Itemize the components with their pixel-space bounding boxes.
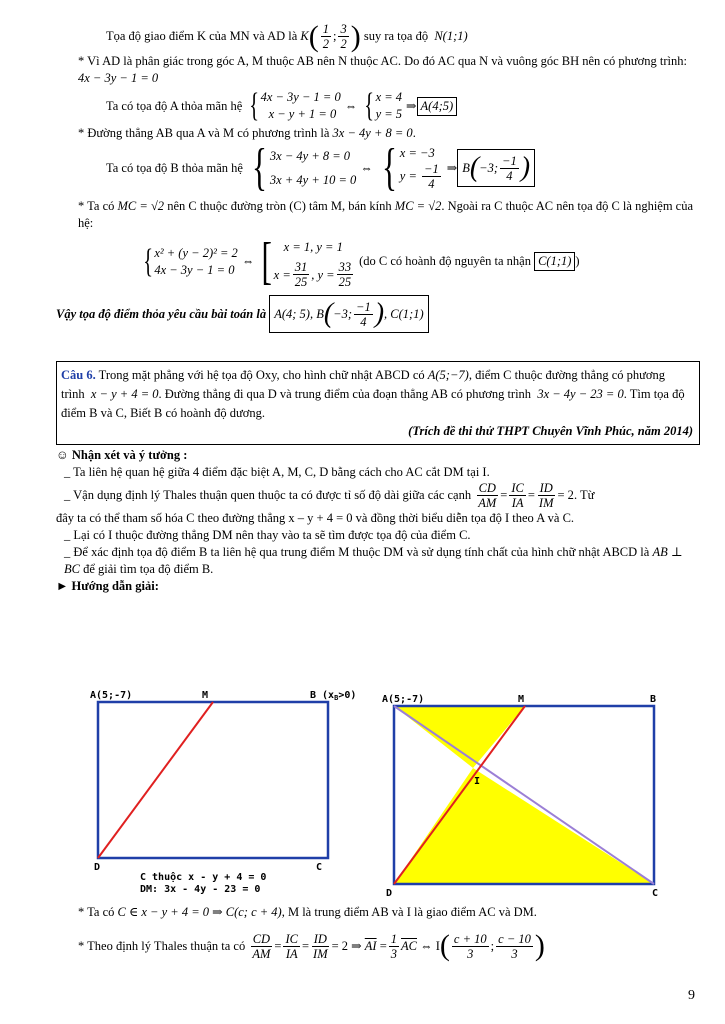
label-a: A(5;-7) — [90, 690, 133, 701]
label-b: B — [650, 694, 657, 705]
equation-system: { 3x − 4y + 8 = 0 3x + 4y + 10 = 0 — [251, 139, 357, 196]
step-2: * Theo định lý Thales thuận ta có $\frac{CD}{AM}$ = $\frac{IC}{IA}$ = $\frac{ID}{IM}$ = 2 ⇒ $\overline{AI}$ = $\frac{1}{3}$ $\overline{AC}$ ⇔ I ( $\frac{c + 10}{3}$ ; $\frac{c - 10}{3}$ ) — [78, 929, 545, 962]
question-6-box: Câu 6. Trong mặt phẳng với hệ tọa độ Oxy, cho hình chữ nhật ABCD có A(5;−7), điểm C thuộc đường thẳng có phương trình x − y + 4 = 0. Đường thẳng đi qua D và trung điểm của đoạn thẳng AB có phương trình 3x − 4y − 23 = 0. Tìm tọa độ điểm B và C, Biết B có hoành độ dương. (Trích đề thi thử THPT Chuyên Vĩnh Phúc, năm 2014) — [56, 361, 700, 445]
label-a: A(5;-7) — [382, 694, 425, 705]
solution-steps — [56, 904, 700, 963]
line-system-b: Ta có tọa độ B thỏa mãn hệ { 3x − 4y + 8 = 0 3x + 4y + 10 = 0 ⇔ { x = −3 y = $\frac{-1}{4}$ ⇒ B ( −3; $\frac{-1}{4}$ ) — [56, 142, 700, 194]
line-ab-equation: * Đường thẳng AB qua A và M có phương trình là 3x − 4y + 8 = 0. — [78, 126, 416, 140]
equation-system: { x² + (y − 2)² = 2 4x − 3y − 1 = 0 — [143, 242, 238, 280]
answer-box: C(1;1) — [534, 252, 575, 271]
rectangle-abcd — [98, 702, 328, 858]
math-n: N(1;1) — [434, 29, 468, 43]
step-1: * Ta có C ∈ x − y + 4 = 0 ⇒ C(c; c + 4), M là trung điểm AB và I là giao điểm AC và DM. — [78, 905, 537, 919]
caption-c: C thuộc x - y + 4 = 0 — [140, 872, 267, 883]
thales-ratio-line: _ Vận dụng định lý Thales thuận quen thuộc ta có được tỉ số độ dài giữa các cạnh $\frac{CD}{AM}$ = $\frac{IC}{IA}$ = $\frac{ID}{IM}$ = 2 . Từ — [64, 481, 595, 510]
answer-box: B ( −3; $\frac{-1}{4}$ ) — [457, 149, 535, 187]
source-citation: (Trích đề thi thử THPT Chuyên Vĩnh Phúc, năm 2014) — [408, 424, 693, 438]
line-k-coordinates: Tọa độ giao điểm K của MN và AD là K ( $\frac{1}{2}$ ; $\frac{3}{2}$ ) suy ra tọa độ N(1;1) — [106, 20, 468, 53]
text: Tọa độ giao điểm K của MN và AD là — [106, 29, 298, 43]
figure-rectangle-1 — [90, 688, 357, 898]
guide-heading: ► Hướng dẫn giải: — [56, 579, 159, 593]
line-system-c: { x² + (y − 2)² = 2 4x − 3y − 1 = 0 ⇔ [ x = 1, y = 1 x = $\frac{31}{25}$ , y = $\frac{33}{25}$ (do C có hoành độ nguyên ta nhận C(1;1) ) — [56, 234, 700, 289]
equation-system: { x = 4 y = 5 — [364, 87, 403, 124]
line-system-a: Ta có tọa độ A thỏa mãn hệ { 4x − 3y − 1 = 0 x − y + 1 = 0 ⇔ { x = 4 y = 5 ⇒ A(4;5) — [56, 89, 700, 123]
fraction: $\frac{1}{2}$ — [322, 22, 329, 51]
page-content: Tọa độ giao điểm K của MN và AD là K ( $\frac{1}{2}$ ; $\frac{3}{2}$ ) suy ra tọa độ N(1;1) * Vì AD là phân giác trong góc A, M thuộc AB nên N thuộc AC. Do đó AC qua N và vuông góc BH nên có phương trình: 4x − 3y − 1 = 0 Ta có tọa độ A thỏa mãn hệ { 4x − 3y − 1 = 0 x − y + 1 = 0 ⇔ { x = 4 y = 5 ⇒ A(4;5) * Đường thẳng AB qua A và M có phương trình là 3x − 4y + 8 = 0. Ta có tọa độ B thỏa mãn hệ { 3x − 4y + 8 = 0 3x + 4y + 10 = 0 ⇔ { x = −3 y = $\frac{-1}{4}$ ⇒ B ( −3; $\frac{-1}{4}$ ) * Ta có MC = √2 nên C thuộc đường tròn (C) tâm M, bán kính MC = √2. Ngoài ra C thuộc AC nên tọa độ C là nghiệm của hệ: { x² + (y − 2)² = 2 4x − 3y − 1 = 0 ⇔ [ x = 1, y = 1 x = $\frac{31}{25}$ , y = $\frac{33}{25}$ (do C có hoành độ nguyên ta nhận C(1;1) ) Vậy tọa độ điểm thỏa yêu cầu bài toán là A(4; 5), B ( −3; $\frac{-1}{4}$ ) , C(1;1) Câu 6. Trong mặt phẳng với hệ tọa độ Oxy, cho hình chữ nhật ABCD có A(5;−7), điểm C thuộc đường thẳng có phương trình x − y + 4 = 0. Đường thẳng đi qua D và trung điểm của đoạn thẳng AB có phương trình 3x − 4y − 23 = 0. Tìm tọa độ điểm B và C, Biết B có hoành độ dương. (Trích đề thi thử THPT Chuyên Vĩnh Phúc, năm 2014) ☺ Nhận xét và ý tưởng : _ Ta liên hệ quan hệ giữa 4 điểm đặc biệt A, M, C, D bằng cách cho AC cắt DM tại I. _ Vận dụng định lý Thales thuận quen thuộc ta có được tỉ số độ dài giữa các cạnh $\frac{CD}{AM}$ = $\frac{IC}{IA}$ = $\frac{ID}{IM}$ = 2 . Từ đây ta có thể tham số hóa C theo đường thẳng x – y + 4 = 0 và đồng thời biểu diễn tọa độ I theo A và C. _ Lại có I thuộc đường thẳng DM nên thay vào ta sẽ tìm được tọa độ của điểm C. _ Để xác định tọa độ điểm B ta liên hệ qua trung điểm M thuộc DM và sử dụng tính chất của hình chữ nhật ABCD là AB ⊥ BC để giải tìm tọa độ điểm B. ► Hướng dẫn giải: — [56, 20, 700, 595]
ideas-heading: ☺ Nhận xét và ý tưởng : — [56, 448, 188, 462]
triangle-idc — [394, 768, 654, 884]
equation-system: { x = −3 y = $\frac{-1}{4}$ — [381, 139, 439, 196]
line-circle: * Ta có MC = √2 nên C thuộc đường tròn (C) tâm M, bán kính MC = √2. Ngoài ra C thuộc AC nên tọa độ C là nghiệm của hệ: — [78, 199, 694, 230]
page-number: 9 — [688, 988, 695, 1003]
fraction: $\frac{3}{2}$ — [340, 22, 347, 51]
caption-dm: DM: 3x - 4y - 23 = 0 — [140, 884, 261, 895]
solution-set: [ x = 1, y = 1 x = $\frac{31}{25}$ , y = $\frac{33}{25}$ — [261, 232, 352, 290]
math-k: K — [300, 29, 309, 43]
figure-rectangle-2 — [382, 688, 672, 900]
triangle-aim — [394, 706, 525, 768]
label-c: C — [652, 888, 659, 899]
answer-box: A(4; 5), B ( −3; $\frac{-1}{4}$ ) , C(1;1) — [269, 295, 428, 333]
label-m: M — [202, 690, 209, 701]
label-m: M — [518, 694, 525, 705]
line-conclusion: Vậy tọa độ điểm thỏa yêu cầu bài toán là A(4; 5), B ( −3; $\frac{-1}{4}$ ) , C(1;1) — [56, 295, 700, 333]
line-ac-equation: * Vì AD là phân giác trong góc A, M thuộc AB nên N thuộc AC. Do đó AC qua N và vuông góc BH nên có phương trình: 4x − 3y − 1 = 0 — [78, 54, 687, 85]
label-d: D — [386, 888, 393, 899]
label-b: B $(x_B>0)$ — [310, 690, 357, 702]
equation-system: { 4x − 3y − 1 = 0 x − y + 1 = 0 — [249, 87, 341, 124]
label-i: I — [474, 776, 481, 787]
text: suy ra tọa độ — [363, 29, 429, 43]
answer-box: A(4;5) — [417, 97, 458, 116]
label-d: D — [94, 862, 101, 873]
line-dm — [98, 702, 213, 858]
label-c: C — [316, 862, 323, 873]
